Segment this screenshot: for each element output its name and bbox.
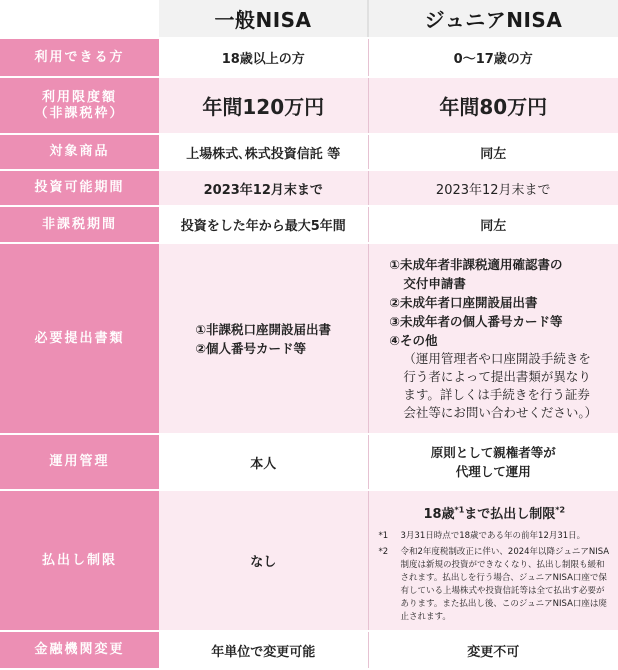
row-withdrawal	[0, 490, 618, 631]
junior-doc-1: ①未成年者非課税適用確認書の	[389, 257, 563, 272]
label-limit-line1: 利用限度額	[41, 89, 117, 105]
row-products	[0, 134, 618, 170]
row-period	[0, 170, 618, 206]
junior-doc-note-4: 会社等にお問い合わせください。）	[403, 405, 598, 420]
label-eligible: 利用できる方	[0, 38, 159, 77]
junior-doc-note-3: ます。詳しくは手続きを行う証券	[403, 387, 590, 402]
junior-management-line1: 原則として親権者等が	[430, 445, 556, 460]
general-period: 2023年12月末まで	[159, 170, 368, 206]
label-documents: 必要提出書類	[0, 243, 159, 434]
footnote-1-text: 3月31日時点で18歳である年の前年12月31日。	[400, 531, 586, 541]
label-period: 投資可能期間	[0, 170, 159, 206]
header-junior-nisa: ジュニアNISA	[368, 0, 618, 38]
footnote-1	[379, 530, 611, 543]
row-documents	[0, 243, 618, 434]
junior-withdrawal	[368, 490, 618, 631]
general-limit: 年間120万円	[159, 77, 368, 134]
junior-change: 変更不可	[368, 631, 618, 669]
row-management	[0, 434, 618, 490]
general-documents	[159, 243, 368, 434]
junior-doc-note-2: 行う者によって提出書類が異なり	[403, 369, 591, 384]
header-blank-cell	[0, 0, 159, 38]
junior-eligible: 0～17歳の方	[368, 38, 618, 77]
footnote-1-mark: *1	[378, 531, 389, 541]
junior-doc-3: ③未成年者の個人番号カード等	[389, 314, 563, 329]
withdrawal-title-age: 18歳	[423, 507, 455, 522]
junior-documents	[368, 243, 618, 434]
junior-doc-2: ②未成年者口座開設届出書	[389, 295, 538, 310]
withdrawal-sup1: *1	[454, 505, 465, 515]
label-products: 対象商品	[0, 134, 159, 170]
row-change	[0, 631, 618, 669]
junior-tax-free-period: 同左	[368, 206, 618, 243]
junior-limit: 年間80万円	[368, 77, 618, 134]
junior-doc-1b: 交付申請書	[403, 276, 466, 291]
label-tax-free-period: 非課税期間	[0, 206, 159, 243]
footnote-2-text: 令和2年度税制改正に伴い、2024年以降ジュニアNISA制度は新規の投資ができなくなり、払出し制限も緩和されます。払出しを行う場合、ジュニアNISA口座で保有している上場株式や投資信託等は全て払出す必要があります。また払出し後、このジュニアNISA口座は廃止されます。	[400, 547, 610, 622]
footnote-2	[379, 546, 611, 624]
label-limit	[0, 77, 159, 134]
general-products: 上場株式､株式投資信託 等	[159, 134, 368, 170]
row-eligible	[0, 38, 618, 77]
label-withdrawal: 払出し制限	[0, 490, 159, 631]
junior-products: 同左	[368, 134, 618, 170]
general-tax-free-period: 投資をした年から最大5年間	[159, 206, 368, 243]
general-withdrawal: なし	[159, 490, 368, 631]
withdrawal-title-rest: まで払出し制限	[464, 507, 556, 522]
withdrawal-sup2: *2	[555, 505, 566, 515]
general-management: 本人	[159, 434, 368, 490]
row-limit	[0, 77, 618, 134]
junior-doc-note-1: （運用管理者や口座開設手続きを	[403, 351, 591, 366]
header-general-nisa: 一般NISA	[159, 0, 368, 38]
general-doc-2: ②個人番号カード等	[195, 340, 307, 356]
withdrawal-title	[379, 503, 611, 522]
junior-period: 2023年12月末まで	[368, 170, 618, 206]
footnote-2-mark: *2	[378, 547, 389, 557]
junior-doc-4: ④その他	[389, 333, 438, 348]
junior-management-line2: 代理して運用	[455, 464, 531, 479]
row-tax-free-period	[0, 206, 618, 243]
general-doc-1: ①非課税口座開設届出書	[195, 321, 332, 337]
label-limit-line2: （非課税枠）	[34, 105, 125, 121]
general-eligible: 18歳以上の方	[159, 38, 368, 77]
junior-management	[368, 434, 618, 490]
label-management: 運用管理	[0, 434, 159, 490]
label-change: 金融機関変更	[0, 631, 159, 669]
header-row	[0, 0, 618, 38]
general-change: 年単位で変更可能	[159, 631, 368, 669]
